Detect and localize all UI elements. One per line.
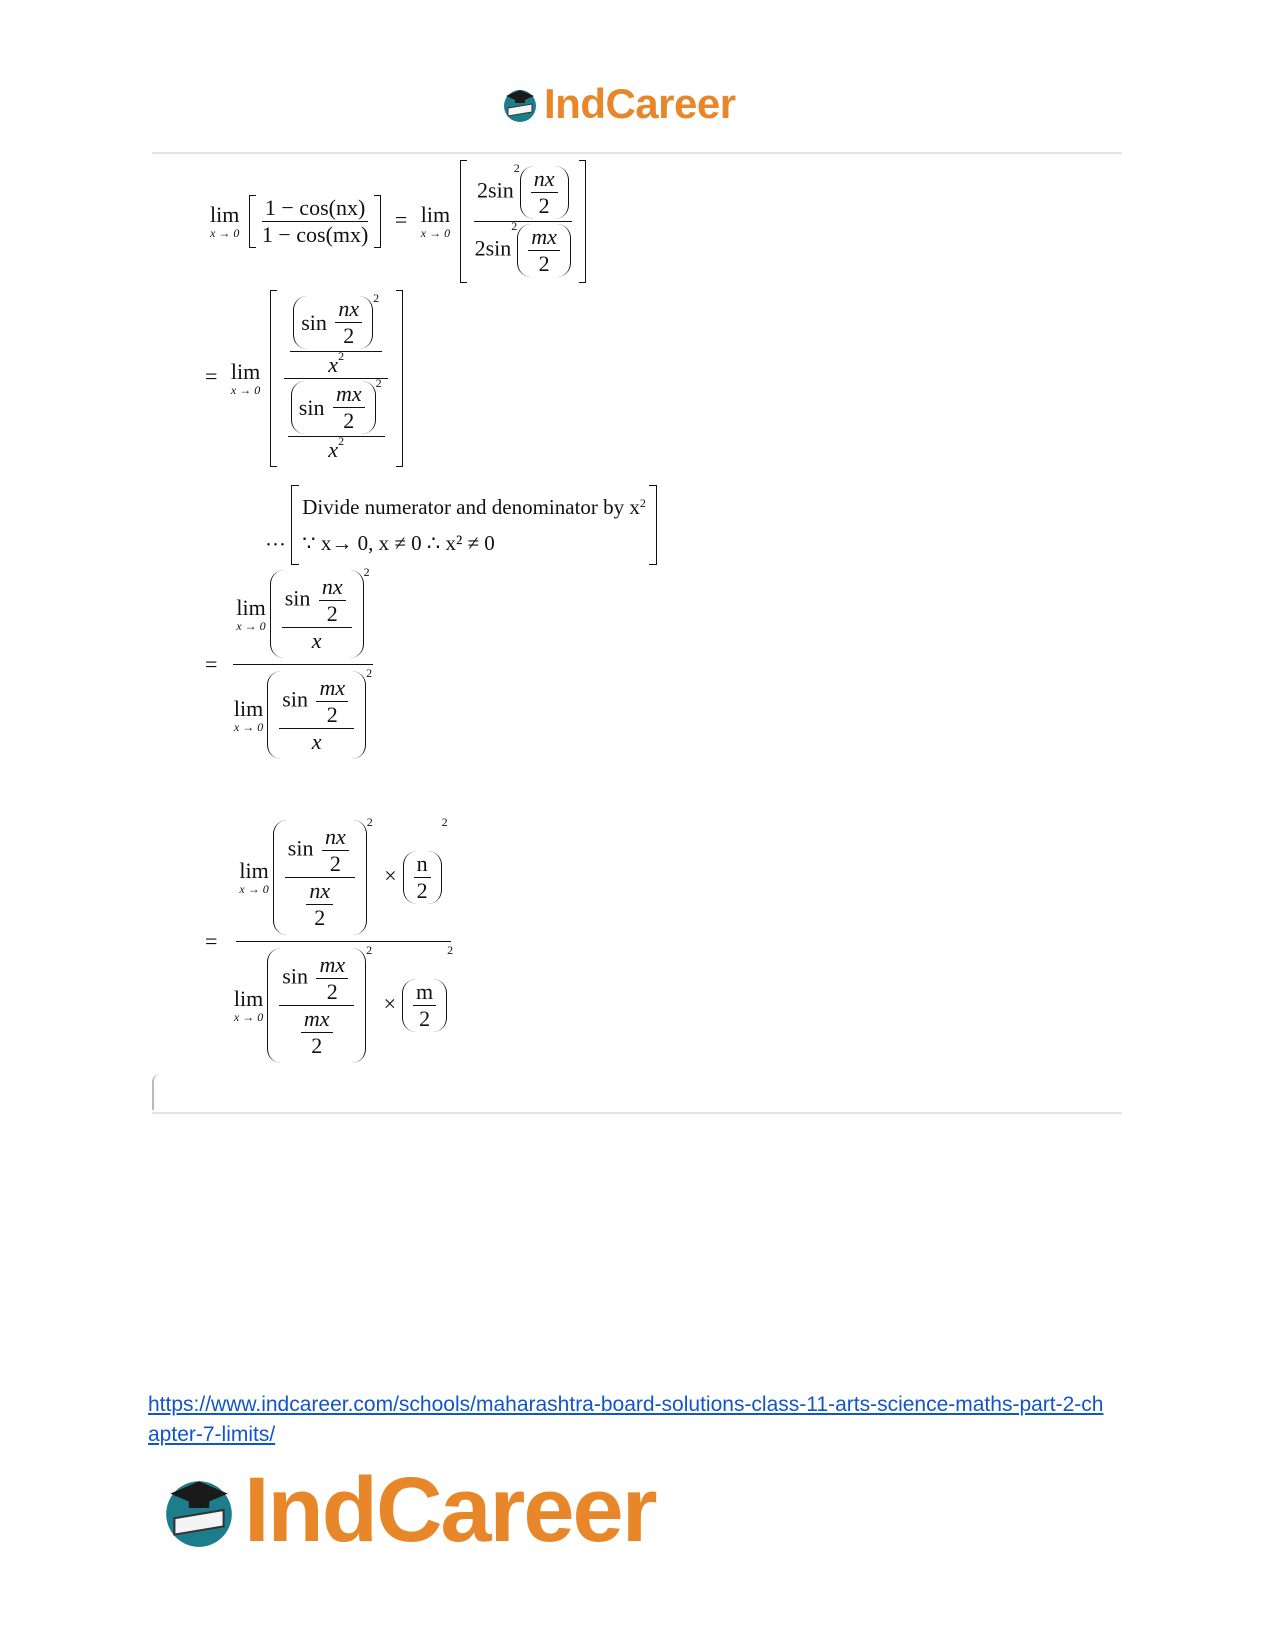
footer-logo [158,1458,656,1561]
bracket: sin $\frac{nx}{2}$ $^2$ $x^2$ sin $\frac{mx}{2}$ $^2$ $x^2$ [270,290,403,467]
bracket: $\frac{1 - \cos(nx)}{1 - \cos(mx)}$ [249,195,382,248]
equation-line-2: = lim x → 0 sin $\frac{nx}{2}$ $^2$ $x^2$ sin $\frac{mx}{2}$ $^2$ $x^2$ [205,290,403,467]
graduation-cap-book-globe-icon [158,1469,240,1551]
logo-wordmark: IndCareer [244,1458,656,1561]
explanation-note: ··· Divide numerator and denominator by $x^2$ ∵ x→ 0, x ≠ 0 ∴ x² ≠ 0 [265,485,657,565]
bracket: $2\sin^2$ $\frac{nx}{2}$ $2\sin^2$ $\frac{mx}{2}$ [460,160,586,283]
source-url-link[interactable]: https://www.indcareer.com/schools/maharashtra-board-solutions-class-11-arts-science-maths-part-2-chapter-7-limits/ [148,1393,1104,1446]
logo-wordmark: IndCareer [544,80,736,127]
equation-line-1: lim x → 0 $\frac{1 - \cos(nx)}{1 - \cos(mx)}$ = lim x → 0 $2\sin^2$ $\frac{nx}{2}$ $2\sin^2$ $\frac{mx}{2}$ [210,160,586,283]
limit-operator: lim x → 0 [210,202,240,240]
limit-operator: lim x → 0 [230,359,261,397]
equation-line-4: = lim x → 0 sin $\frac{nx}{2}$ $\frac{nx}{2}$ $^2$ × $\frac{n}{2}$ $^2$ lim x → 0 sin $\frac{mx}{2}$ $\frac{mx}{2}$ $^2$ × $\frac{m}{2}$ $^2$ [205,820,459,1063]
equation-line-3: = lim x → 0 sin $\frac{nx}{2}$ x $^2$ lim x → 0 sin $\frac{mx}{2}$ x $^2$ [205,570,378,759]
limit-operator: lim x → 0 [420,202,451,240]
header-logo [500,80,736,128]
graduation-cap-book-globe-icon [500,84,540,124]
